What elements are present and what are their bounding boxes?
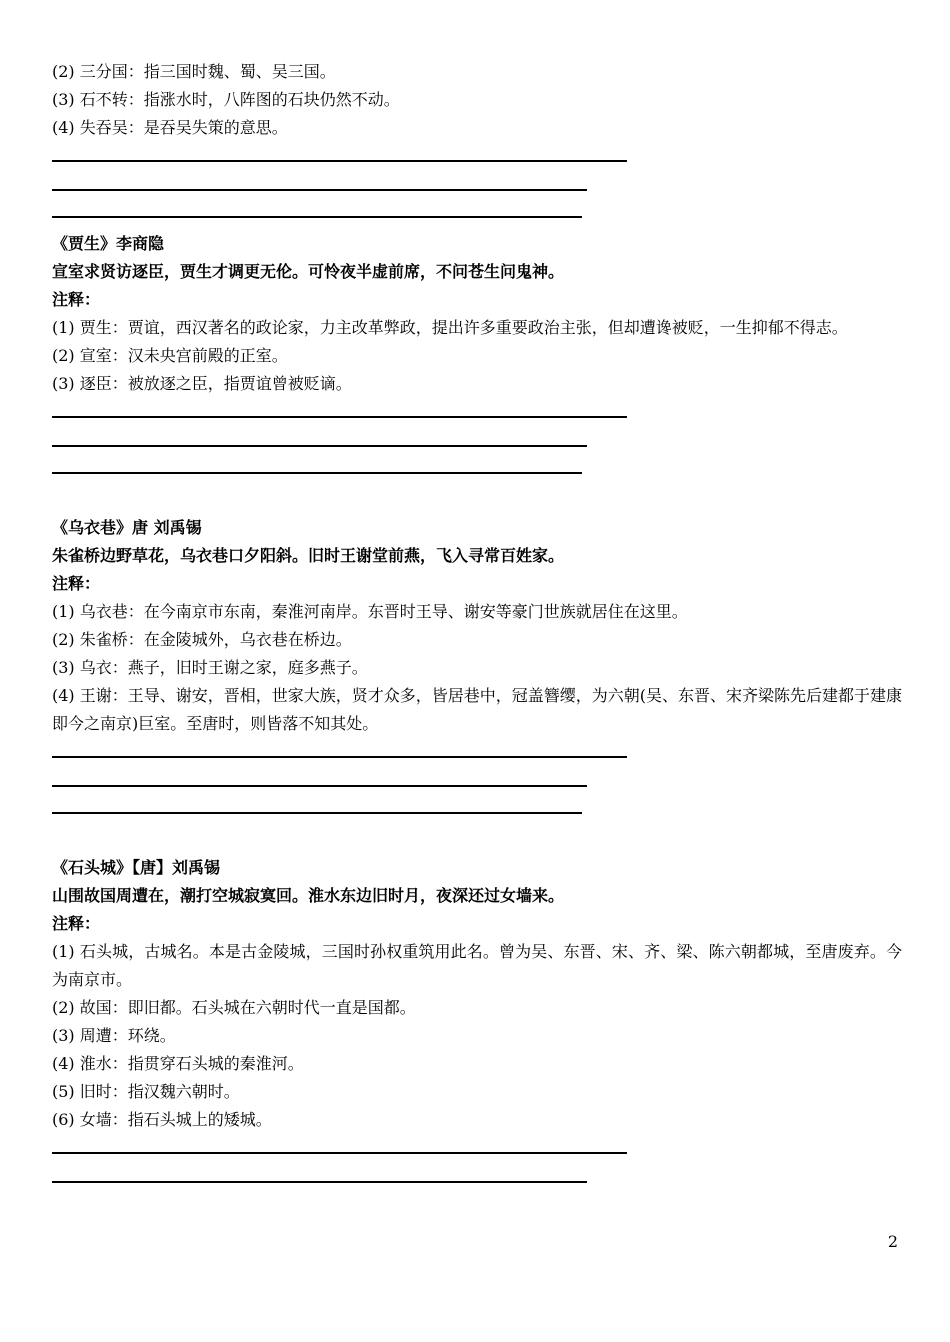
answer-line	[52, 160, 627, 162]
note-line: (3) 乌衣：燕子，旧时王谢之家，庭多燕子。	[52, 658, 368, 677]
note-line: (1) 乌衣巷：在今南京市东南，秦淮河南岸。东晋时王导、谢安等豪门世族就居住在这里。	[52, 602, 688, 621]
poem-text: 宣室求贤访逐臣，贾生才调更无伦。可怜夜半虚前席，不问苍生问鬼神。	[52, 262, 565, 281]
note-line: (2) 朱雀桥：在金陵城外，乌衣巷在桥边。	[52, 630, 352, 649]
poem-title: 《贾生》李商隐	[52, 234, 165, 253]
note-line: (4) 王谢：王导、谢安，晋相，世家大族，贤才众多，皆居巷中，冠盖簪缨，为六朝(吴、东晋、宋齐梁陈先后建都于建康即今之南京)巨室。至唐时，则皆落不知其处。	[52, 686, 902, 733]
note-line: (2) 宣室：汉未央宫前殿的正室。	[52, 346, 288, 365]
answer-line	[52, 756, 627, 758]
answer-line	[52, 189, 587, 191]
note-line: (1) 贾生：贾谊，西汉著名的政论家，力主改革弊政，提出许多重要政治主张，但却遭谗被贬，一生抑郁不得志。	[52, 318, 848, 337]
note-line: (5) 旧时：指汉魏六朝时。	[52, 1082, 240, 1101]
notes-label: 注释：	[52, 574, 101, 593]
note-line: (3) 逐臣：被放逐之臣，指贾谊曾被贬谪。	[52, 374, 352, 393]
notes-label: 注释：	[52, 914, 101, 933]
document-page	[52, 58, 902, 1183]
answer-line	[52, 1181, 587, 1183]
note-line: (2) 故国：即旧都。石头城在六朝时代一直是国都。	[52, 998, 416, 1017]
answer-line	[52, 785, 587, 787]
answer-line	[52, 445, 587, 447]
answer-line	[52, 1152, 627, 1154]
note-line: (6) 女墙：指石头城上的矮城。	[52, 1110, 272, 1129]
page-number: 2	[887, 1232, 898, 1251]
note-line: (3) 周遭：环绕。	[52, 1026, 176, 1045]
note-line: (4) 淮水：指贯穿石头城的秦淮河。	[52, 1054, 304, 1073]
poem-title: 《石头城》【唐】刘禹锡	[52, 858, 221, 877]
note-line: (1) 石头城，古城名。本是古金陵城，三国时孙权重筑用此名。曾为吴、东晋、宋、齐、梁、陈六朝都城，至唐废弃。今为南京市。	[52, 942, 902, 989]
note-line: (2) 三分国：指三国时魏、蜀、吴三国。	[52, 62, 336, 81]
poem-text: 朱雀桥边野草花，乌衣巷口夕阳斜。旧时王谢堂前燕，飞入寻常百姓家。	[52, 546, 565, 565]
note-line: (4) 失吞吴：是吞吴失策的意思。	[52, 118, 288, 137]
poem-title: 《乌衣巷》唐 刘禹锡	[52, 518, 202, 537]
poem-text: 山围故国周遭在，潮打空城寂寞回。淮水东边旧时月，夜深还过女墙来。	[52, 886, 565, 905]
note-line: (3) 石不转：指涨水时，八阵图的石块仍然不动。	[52, 90, 400, 109]
notes-label: 注释：	[52, 290, 101, 309]
answer-line	[52, 416, 627, 418]
